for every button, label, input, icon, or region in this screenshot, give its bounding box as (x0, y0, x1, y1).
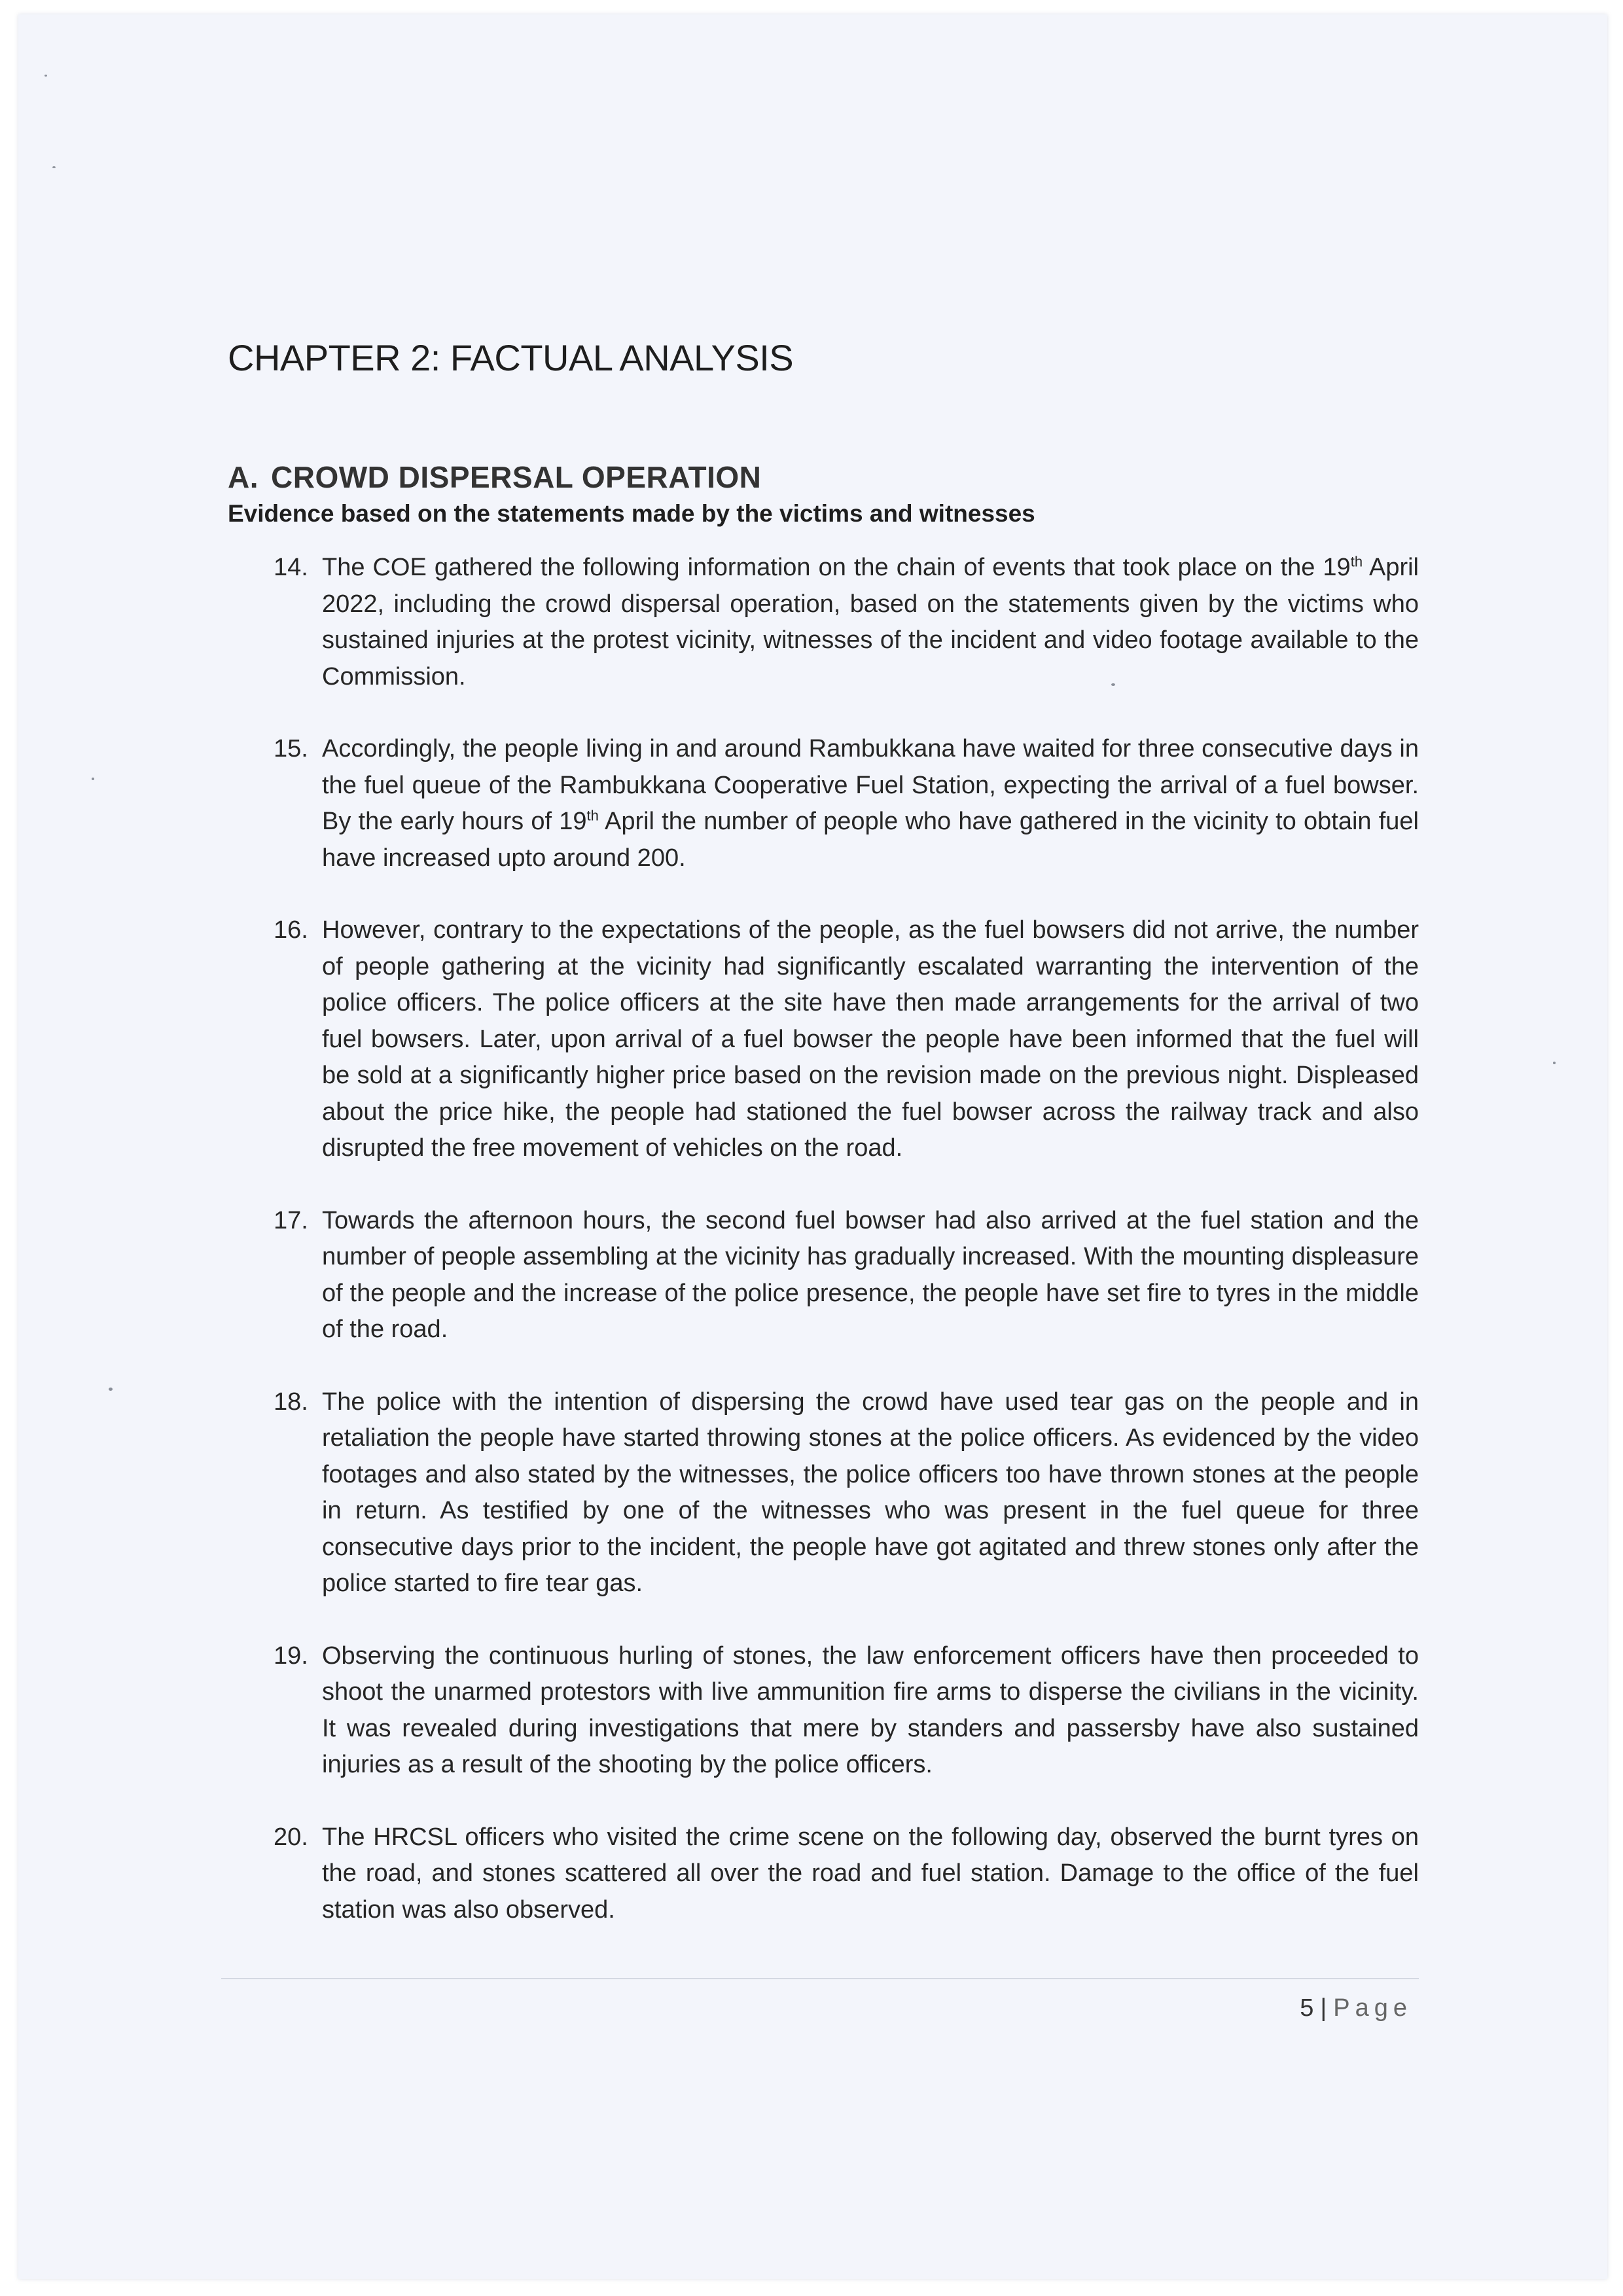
paragraph-text: The HRCSL officers who visited the crime scene on the following day, observed the burnt tyres on the road, and stones scattered all over the road and fuel station. Damage to the office of the fuel station was also observed. (322, 1823, 1419, 1924)
paragraph-number: 15. (274, 735, 308, 762)
paragraph-number: 16. (274, 916, 308, 944)
paragraph-16 (274, 912, 1419, 1167)
paragraph-15 (274, 731, 1419, 876)
document-page (18, 14, 1607, 2279)
paragraph-text: The police with the intention of dispersing the crowd have used tear gas on the people and in retaliation the people have started throwing stones at the police officers. As evidenced by the video footages and also stated by the witnesses, the police officers too have thrown stones at the people in return. As testified by one of the witnesses who was present in the fuel queue for three consecutive days prior to the incident, the people have got agitated and threw stones only after the police started to fire tear gas. (322, 1388, 1419, 1597)
scan-speck (52, 166, 56, 168)
page-content (18, 14, 1607, 2279)
section-letter: A. (228, 460, 259, 494)
paragraph-text: However, contrary to the expectations of the people, as the fuel bowsers did not arrive, the number of people gathering at the vicinity had significantly escalated warranting the intervention of the police officers. The police officers at the site have then made arrangements for the arrival of two fuel bowsers. Later, upon arrival of a fuel bowser the people have been informed that the fuel will be sold at a significantly higher price based on the revision made on the previous night. Displeased about the price hike, the people had stationed the fuel bowser across the railway track and also disrupted the free movement of vehicles on the road. (322, 916, 1419, 1162)
paragraph-text: The COE gathered the following information on the chain of events that took place on the 19th April 2022, including the crowd dispersal operation, based on the statements given by the victims who sustained injuries at the protest vicinity, witnesses of the incident and video footage available to the Commission. (322, 553, 1419, 691)
paragraph-17 (274, 1203, 1419, 1348)
scan-speck (92, 778, 94, 780)
paragraph-number: 14. (274, 554, 308, 581)
paragraph-number: 19. (274, 1641, 308, 1670)
paragraph-list (274, 550, 1419, 1964)
paragraph-text: Accordingly, the people living in and around Rambukkana have waited for three consecutive days in the fuel queue of the Rambukkana Cooperative Fuel Station, expecting the arrival of a fuel bowser. By the early hours of 19th April the number of people who have gathered in the vicinity to obtain fuel have increased upto around 200. (322, 735, 1419, 872)
ordinal-suffix: th (586, 807, 599, 824)
section-title: CROWD DISPERSAL OPERATION (271, 460, 762, 494)
paragraph-number: 18. (274, 1388, 308, 1416)
page-label: Page (1333, 1994, 1412, 2022)
scan-speck (109, 1388, 113, 1391)
paragraph-18 (274, 1384, 1419, 1602)
ordinal-suffix: th (1350, 553, 1363, 570)
paragraph-number: 20. (274, 1823, 308, 1851)
evidence-subheading: Evidence based on the statements made by the victims and witnesses (228, 500, 1035, 527)
paragraph-text: Towards the afternoon hours, the second fuel bowser had also arrived at the fuel station and the number of people assembling at the vicinity has gradually increased. With the mounting displeasure of the people and the increase of the police presence, the people have set fire to tyres in the middle of the road. (322, 1206, 1419, 1343)
paragraph-20 (274, 1820, 1419, 1929)
paragraph-number: 17. (274, 1206, 308, 1234)
scan-speck (1553, 1062, 1556, 1064)
page-footer (1300, 1994, 1412, 2022)
paragraph-text: Observing the continuous hurling of stones, the law enforcement officers have then proceeded to shoot the unarmed protestors with live ammunition fire arms to disperse the civilians in the vicinity. It was revealed during investigations that mere by standers and passersby have also sustained injuries as a result of the shooting by the police officers. (322, 1641, 1419, 1778)
paragraph-19 (274, 1638, 1419, 1784)
section-heading (228, 459, 761, 495)
chapter-title: CHAPTER 2: FACTUAL ANALYSIS (228, 337, 794, 378)
scan-speck (45, 75, 47, 77)
page-separator: | (1320, 1994, 1327, 2022)
page-number: 5 (1300, 1994, 1314, 2022)
footer-divider (221, 1978, 1419, 1979)
paragraph-14 (274, 550, 1419, 695)
